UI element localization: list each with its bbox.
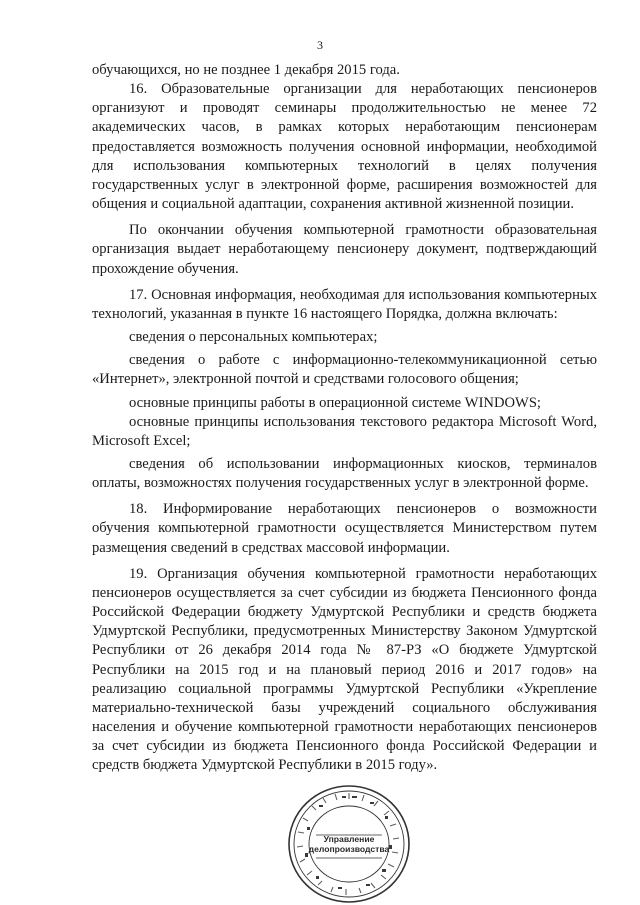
list-item-computers: сведения о персональных компьютерах; bbox=[129, 329, 378, 346]
stamp-center-text: Управление делопроизводства bbox=[308, 834, 390, 854]
paragraph-item-18: 18. Информирование неработающих пенсионеров о возможности обучения компьютерной грамотности осуществляется Министерством путем размещения сведений в средствах массовой информации. bbox=[92, 501, 597, 556]
list-item-office: основные принципы использования текстового редактора Microsoft Word, Microsoft Excel; bbox=[92, 413, 597, 449]
official-stamp bbox=[286, 783, 412, 905]
paragraph-item-19: 19. Организация обучения компьютерной грамотности неработающих пенсионеров осуществляется за счет субсидии из бюджета Пенсионного фонда Российской Федерации бюджету Удмуртской Республики и средств бюджета Удмуртской Республики, предусмотренных Министерству Законом Удмуртской Республики от 26 декабря 2014 года № 87-РЗ «О бюджете Удмуртской Республики на 2015 год и на плановый период 2016 и 2017 годов» на реализацию социальной программы Удмуртской Республики «Укрепление материально-технической базы учреждений социального обслуживания населения и обучение компьютерной грамотности неработающих пенсионеров за счет субсидии из бюджета Пенсионного фонда Российской Федерации и средств бюджета Удмуртской Республики в 2015 году». bbox=[92, 565, 597, 774]
page-number: 3 bbox=[317, 38, 323, 52]
list-item-kiosks: сведения об использовании информационных киосков, терминалов оплаты, возможностях получения государственных услуг в электронной форме. bbox=[92, 455, 597, 492]
paragraph-completion: По окончании обучения компьютерной грамотности образовательная организация выдает неработающему пенсионеру документ, подтверждающий прохождение обучения. bbox=[92, 222, 597, 277]
paragraph-continuation: обучающихся, но не позднее 1 декабря 2015 года. bbox=[92, 62, 400, 78]
paragraph-item-16: 16. Образовательные организации для неработающих пенсионеров организуют и проводят семинары продолжительностью не менее 72 академических часов, в рамках которых неработающим пенсионерам предоставляется возможность получения основной информации, необходимой для использования компьютерных технологий в целях получения государственных услуг в электронной форме, расширения возможностей для общения и социальной адаптации, сохранения активной жизненной позиции. bbox=[92, 81, 597, 213]
document-body bbox=[92, 61, 597, 775]
list-item-internet: сведения о работе с информационно-телекоммуникационной сетью «Интернет», электронной почтой и средствами голосового общения; bbox=[92, 352, 597, 388]
paragraph-item-17: 17. Основная информация, необходимая для использования компьютерных технологий, указанная в пункте 16 настоящего Порядка, должна включать: bbox=[92, 286, 597, 322]
list-item-windows: основные принципы работы в операционной системе WINDOWS; bbox=[129, 394, 541, 411]
